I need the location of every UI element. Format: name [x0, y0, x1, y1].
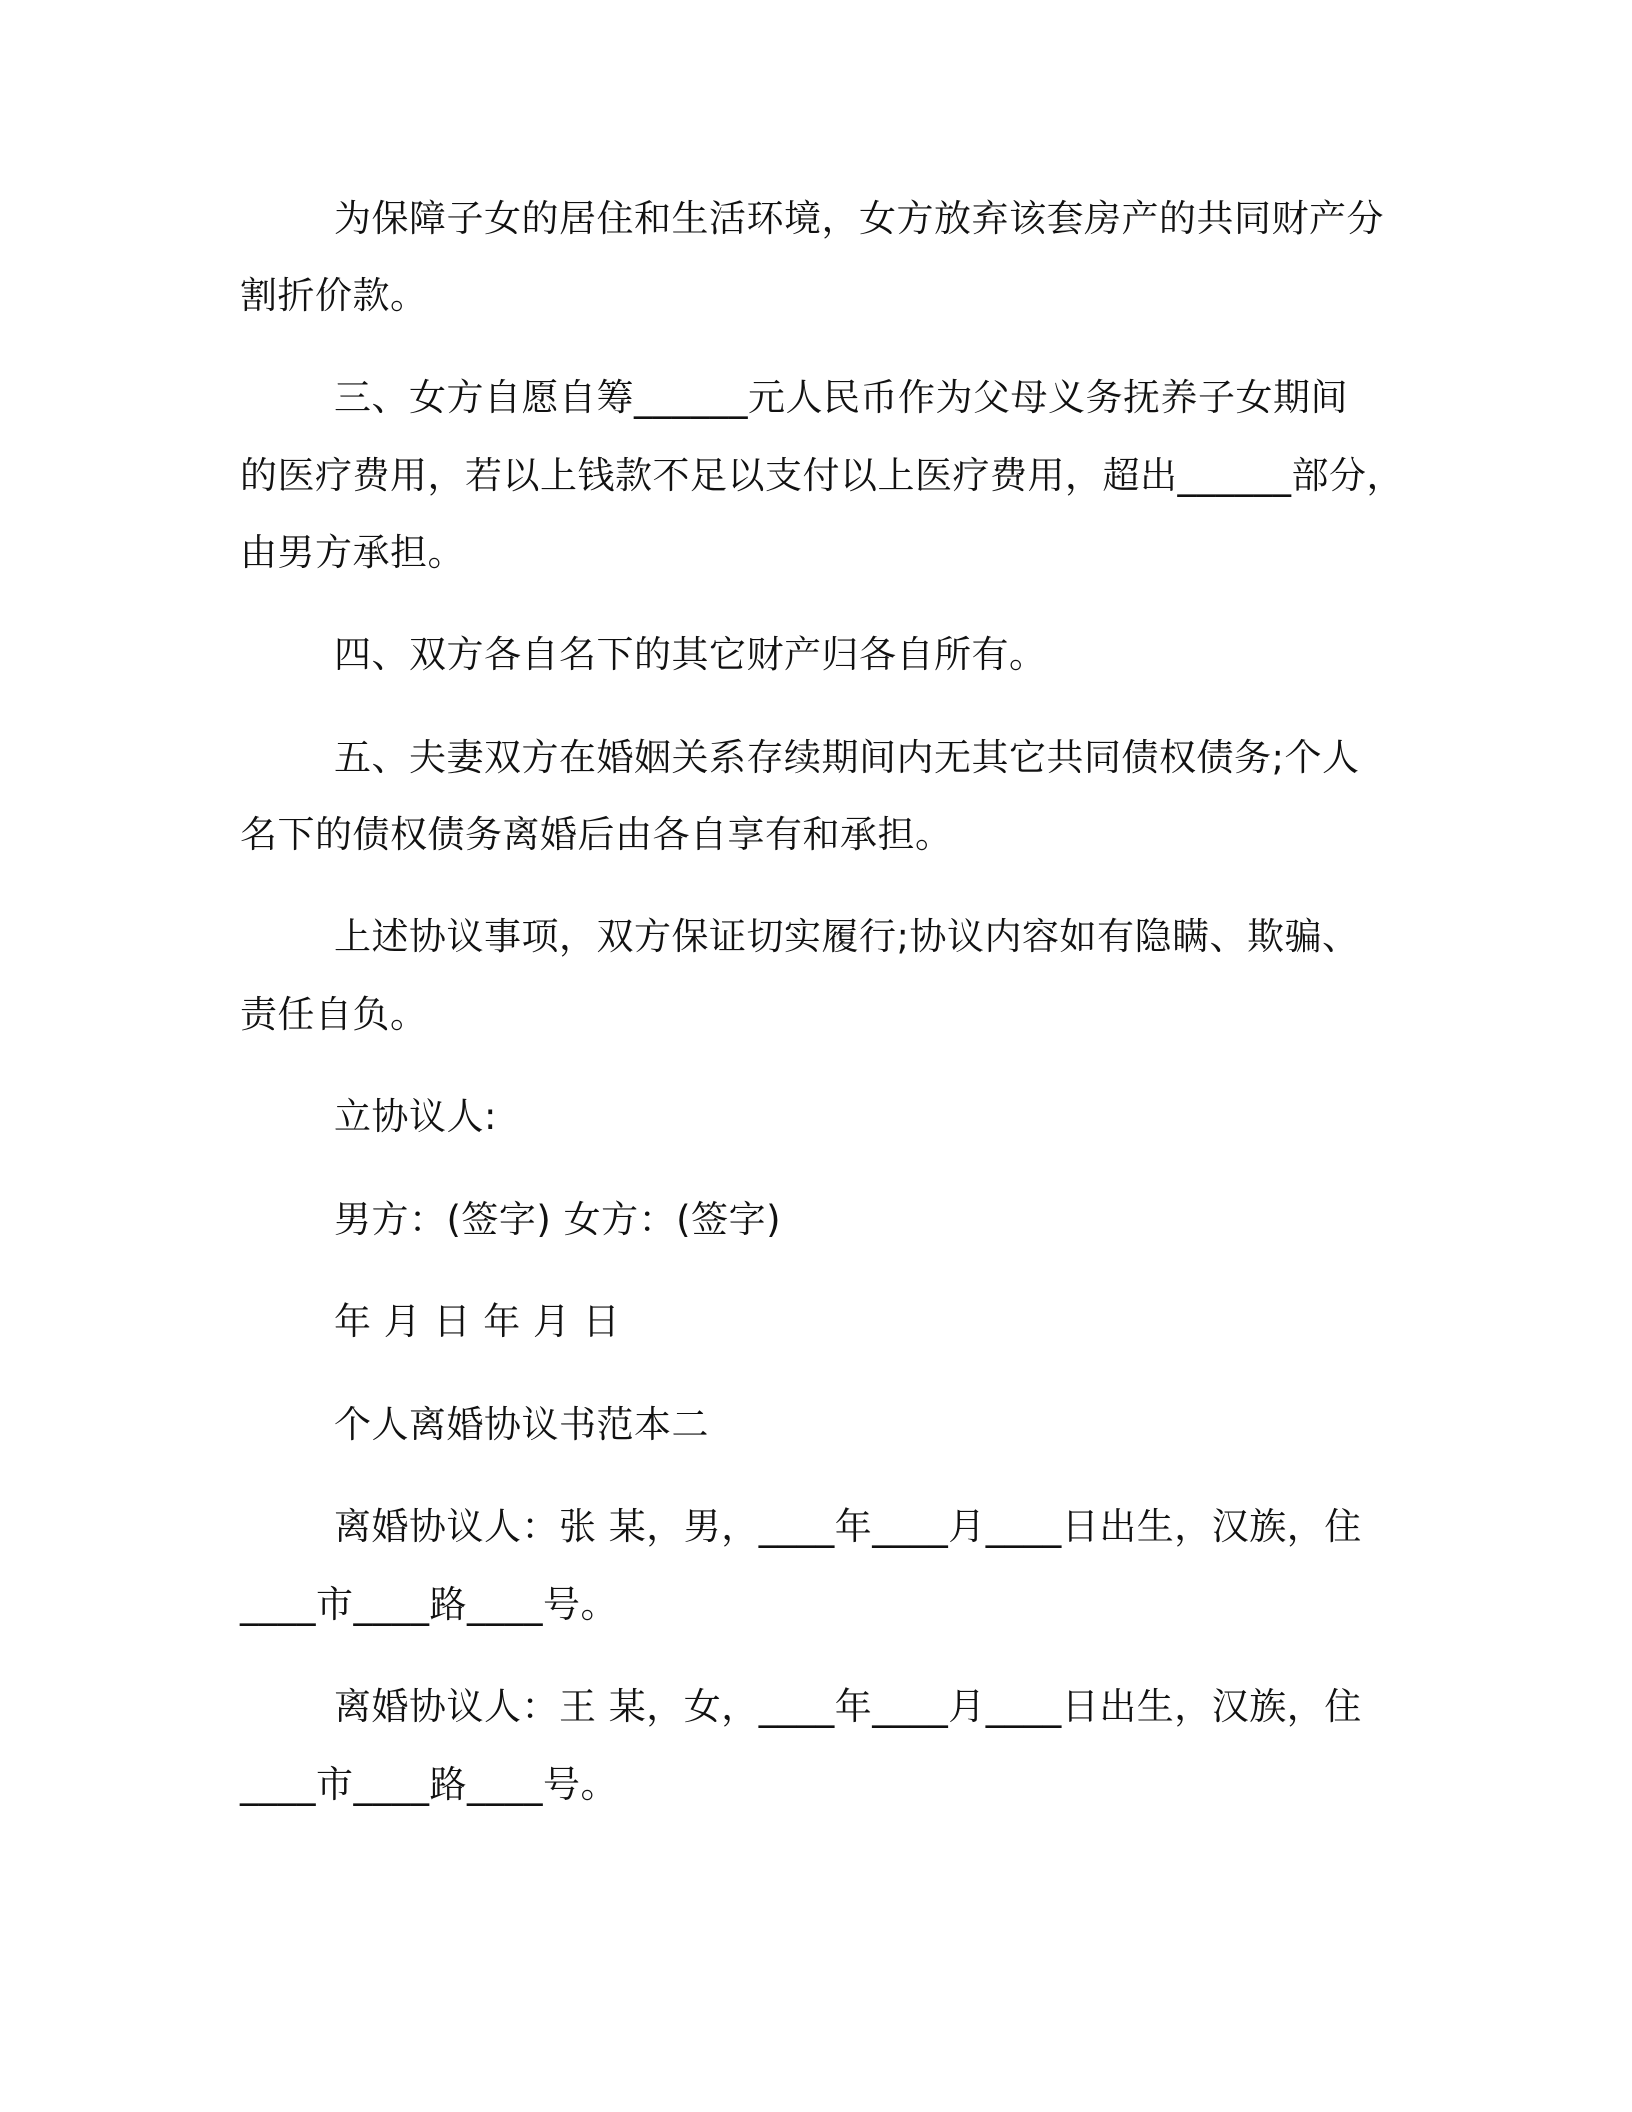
- section-heading-sample-two: 个人离婚协议书范本二: [334, 1403, 709, 1446]
- paragraph-house-line-2: 割折价款。: [240, 274, 428, 317]
- clause-three-line-2: 的医疗费用，若以上钱款不足以支付以上医疗费用，超出______部分，: [240, 454, 1404, 497]
- signature-line: 男方：(签字) 女方：(签字): [334, 1198, 782, 1241]
- clause-five-line-1: 五、夫妻双方在婚姻关系存续期间内无其它共同债权债务;个人: [334, 736, 1360, 779]
- party-two-line-2: ____市____路____号。: [240, 1763, 618, 1806]
- guarantee-line-2: 责任自负。: [240, 993, 428, 1036]
- clause-four-line-1: 四、双方各自名下的其它财产归各自所有。: [334, 633, 1047, 676]
- guarantee-line-1: 上述协议事项，双方保证切实履行;协议内容如有隐瞒、欺骗、: [334, 915, 1360, 958]
- signatories-label: 立协议人:: [334, 1095, 497, 1138]
- party-two-line-1: 离婚协议人：王 某，女，____年____月____日出生，汉族，住: [334, 1685, 1362, 1728]
- party-one-line-1: 离婚协议人：张 某，男，____年____月____日出生，汉族，住: [334, 1505, 1362, 1548]
- paragraph-house-line-1: 为保障子女的居住和生活环境，女方放弃该套房产的共同财产分: [334, 197, 1384, 240]
- party-one-line-2: ____市____路____号。: [240, 1583, 618, 1626]
- clause-three-line-1: 三、女方自愿自筹______元人民币作为父母义务抚养子女期间: [334, 376, 1348, 419]
- date-line: 年 月 日 年 月 日: [334, 1300, 621, 1343]
- clause-five-line-2: 名下的债权债务离婚后由各自享有和承担。: [240, 813, 953, 856]
- clause-three-line-3: 由男方承担。: [240, 531, 465, 574]
